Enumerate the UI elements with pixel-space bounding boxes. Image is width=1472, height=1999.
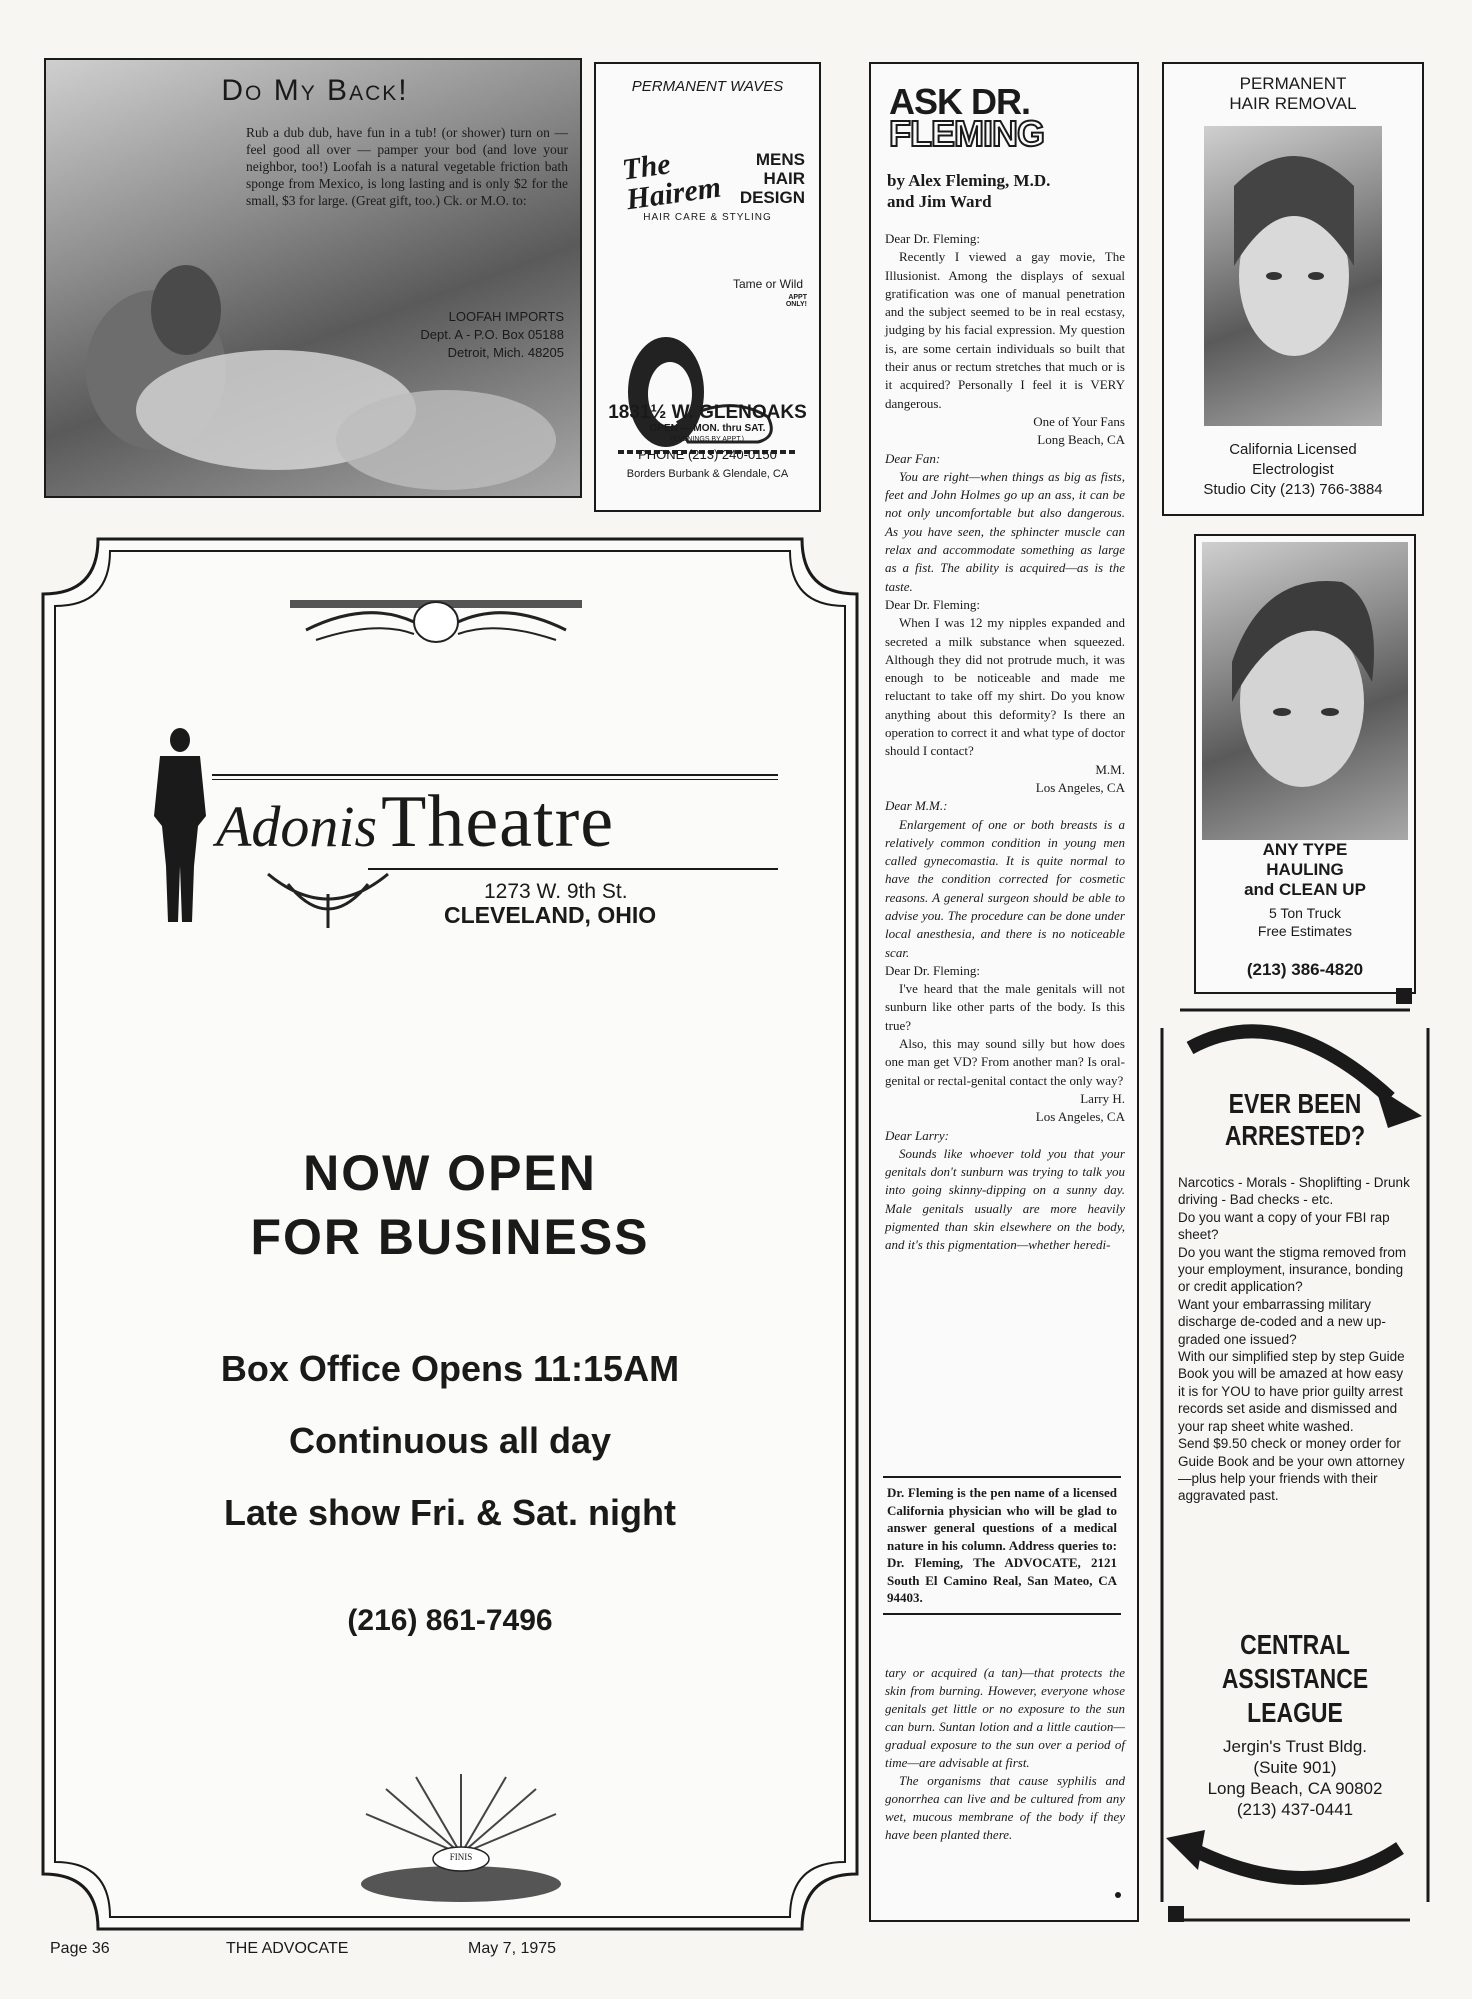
arrested-corner-mark-top [1396,988,1412,1004]
fleming-title-line1: ASK DR. [889,81,1031,122]
arrested-headline1: EVER BEEN [1228,1088,1362,1119]
loofah-body: Rub a dub dub, have fun in a tub! (or shower) turn on — feel good all over — pamper your bod (and love your neighbor, too!) Loofah is a natural vegetable friction bath sponge from Mexico, is long lasting and is only $2 for the small, $3 for large. (Great gift, too.) Ck. or M.O. to: [246,125,568,208]
arrested-headline [1184,1088,1405,1152]
hauling-details [1196,904,1414,940]
hairem-hair: HAIR [763,169,805,188]
adonis-headline2: FOR BUSINESS [250,1209,650,1265]
arrested-p4: Want your embarrassing military discharge de-coded and a new up-graded one issued? [1178,1296,1386,1347]
arrested-org1: CENTRAL [1240,1629,1350,1660]
sunburst-icon [356,1774,566,1904]
q3-body2: Also, this may sound silly but how does one man get VD? From another man? Is oral-genital or rectal-genital contact the only way? [885,1036,1125,1088]
adonis-box-office: Box Office Opens 11:15AM [220,1348,680,1389]
arrested-p1: Narcotics - Morals - Shoplifting - Drunk driving - Bad checks - etc. [1178,1175,1410,1208]
hair-removal-line1: PERMANENT [1239,74,1347,93]
hauling-truck: 5 Ton Truck [1268,905,1342,921]
adonis-title-rule-bottom [368,868,778,870]
arrested-headline2: ARRESTED? [1224,1120,1366,1151]
hair-removal-licensed: California Licensed [1229,441,1357,458]
arrested-ad [1160,1008,1430,1922]
q1-sign1: One of Your Fans [1033,413,1125,429]
arrested-phone: (213) 437-0441 [1236,1800,1354,1819]
ornament-icon [286,590,586,650]
a3-body: Sounds like whoever told you that your genitals don't sunburn was trying to talk you into going skinny-dipping on a sunny day. Male genitals usually are more heavily pigmented than skin elsewhere on the body, and it's this pigmentation—whether heredi- [885,1145,1125,1253]
a1-body: You are right—when things as big as fists, feet and John Holmes go up an ass, it can be not only uncomfortable but also dangerous. As you have seen, the sphincter muscle can relax and accommodate something as large as a fist. The ability is acquired—as is the taste. [885,468,1125,594]
scroll-ornament-icon [258,864,398,934]
adonis-city: CLEVELAND, OHIO [444,902,657,928]
hauling-phone: (213) 386-4820 [1246,960,1364,979]
hairem-ad [594,62,821,512]
hairem-borders: Borders Burbank & Glendale, CA [626,468,789,480]
fleming-byline [887,170,1050,212]
adonis-finis: FINIS [449,1852,473,1862]
hairem-mens: MENS [755,150,805,169]
adonis-phone: (216) 861-7496 [347,1604,553,1637]
hauling-title [1196,840,1414,900]
footer-date: May 7, 1975 [468,1940,557,1957]
arrested-p5: With our simplified step by step Guide Book you will be amazed at how easy it is for YOU to have prior guilty arrest records set aside and dismissed and your rap sheet white washed. [1178,1349,1405,1434]
hauling-photo [1202,542,1408,840]
arrested-corner-mark-bottom [1168,1906,1184,1922]
loofah-company: LOOFAH IMPORTS [448,309,564,324]
hair-removal-studio: Studio City (213) 766-3884 [1203,481,1383,498]
footer-publication: THE ADVOCATE [226,1940,349,1957]
footer [0,1940,1472,1964]
q1-salutation: Dear Dr. Fleming: [885,231,980,246]
arrested-org3: LEAGUE [1247,1697,1343,1728]
adonis-ad [38,534,862,1934]
a3-salutation: Dear Larry: [885,1127,949,1143]
portrait-illustration [1202,542,1408,840]
statue-icon [140,726,220,926]
hairem-services [740,150,805,207]
hair-removal-ad [1162,62,1424,516]
fleming-note-box: Dr. Fleming is the pen name of a licensed California physician who will be glad to answer general questions of a medical nature in his column. Address queries to: Dr. Fleming, The ADVOCATE, 2121 South El Camino Real, San Mateo, CA 94403. [883,1476,1121,1615]
fleming-column [869,62,1139,1922]
adonis-headline1: NOW OPEN [303,1145,597,1201]
hair-removal-line2: HAIR REMOVAL [1229,94,1357,113]
q3-sign2: Los Angeles, CA [1035,1109,1125,1125]
adonis-late-show: Late show Fri. & Sat. night [223,1492,677,1533]
arrested-body [1178,1174,1412,1505]
q3-body1: I've heard that the male genitals will not sunburn like other parts of the body. Is this true? [885,981,1125,1033]
q2-body: When I was 12 my nipples expanded and secreted a milk substance when squeezed. Although they did not protrude much, it was enough to be noticeable and made me reluctant to take off my shirt. Do you know anything about this deformity? Is there an operation to correct it and what type of doctor should I contact? [885,615,1125,759]
arrested-suite: (Suite 901) [1253,1758,1337,1777]
arrested-p6: Send $9.50 check or money order for Guide Book and be your own attorney—plus help your friends with their aggravated past. [1178,1436,1405,1504]
adonis-script: Adonis [216,794,378,859]
adonis-address: 1273 W. 9th St. [484,880,628,903]
q2-sign2: Los Angeles, CA [1035,779,1125,795]
electrologist-photo [1204,126,1382,426]
q2-sign1: M.M. [1095,761,1125,777]
loofah-dept: Dept. A - P.O. Box 05188 [420,327,564,342]
a2-body: Enlargement of one or both breasts is a relatively common condition in young men called gynecomastia. It is quite normal to have the condition corrected for cosmetic reasons. A general surgeon should be able to advise you. The procedure can be done under local anesthesia, and there is no noticeable scar. [885,816,1125,960]
a2-salutation: Dear M.M.: [885,798,948,814]
hairem-design: DESIGN [739,188,805,207]
hair-removal-info [1164,440,1422,500]
hairem-subtitle: HAIR CARE & STYLING [643,212,772,223]
hairem-address: 1831½ W. GLENOAKS [608,402,807,423]
q1-body: Recently I viewed a gay movie, The Illusionist. Among the displays of sexual gratification was one of manual penetration and the subject seemed to be in real ecstasy, judging by his facial expression. My question is, are some certain individuals so built that their anus or rectum stretches that much or is it acquired? Personally I feel it is VERY dangerous. [885,249,1125,411]
hauling-estimates: Free Estimates [1257,923,1353,939]
hair-removal-electrologist: Electrologist [1252,461,1334,478]
hairem-hours: OPEN — MON. thru SAT. [649,423,766,434]
hauling-line3: and CLEAN UP [1244,880,1366,899]
hairem-logo: The Hairem [620,147,723,217]
q2-salutation: Dear Dr. Fleming: [885,596,980,612]
fleming-byline2: and Jim Ward [887,192,992,211]
arrested-building: Jergin's Trust Bldg. [1222,1737,1368,1756]
arrested-org [1184,1628,1405,1730]
arrested-p3: Do you want the stigma removed from your employment, insurance, bonding or credit application? [1178,1244,1407,1295]
loofah-ad [44,58,582,498]
adonis-theatre: Theatre [381,781,615,863]
adonis-title [216,780,786,865]
loofah-title: Do My Back! [221,74,409,107]
hairem-tame: Tame or Wild [732,277,803,291]
end-mark-icon [1115,1892,1121,1898]
a1-salutation: Dear Fan: [885,450,941,466]
arrested-city: Long Beach, CA 90802 [1207,1779,1383,1798]
hairem-phone: PHONE (213) 240-0150 [638,447,777,462]
hairem-appt: APPT ONLY! [785,294,807,308]
a3-cont2: The organisms that cause syphilis and gonorrhea can live and be cultured from any wet, mucous membrane of the body if they have been planted there. [885,1773,1125,1842]
arrested-contact [1160,1736,1430,1820]
fleming-title-line2: FLEMING [889,113,1044,154]
fleming-continued [885,1664,1125,1844]
fleming-body [885,230,1125,1255]
fleming-title [889,81,1044,154]
face-illustration [1204,126,1382,426]
loofah-city: Detroit, Mich. 48205 [447,345,564,360]
fleming-byline1: by Alex Fleming, M.D. [887,171,1051,190]
q1-sign2: Long Beach, CA [1037,432,1125,448]
adonis-continuous: Continuous all day [288,1420,611,1461]
hauling-line1: ANY TYPE [1262,840,1348,859]
hairem-evenings: (EVENINGS BY APPT.) [670,436,744,443]
footer-page: Page 36 [50,1940,110,1957]
hairem-header: PERMANENT WAVES [631,78,784,95]
q3-sign1: Larry H. [1080,1090,1125,1106]
loofah-address [420,308,564,362]
arrested-p2: Do you want a copy of your FBI rap sheet? [1178,1209,1390,1243]
q3-salutation: Dear Dr. Fleming: [885,962,980,978]
arrested-org2: ASSISTANCE [1221,1663,1369,1694]
a3-cont1: tary or acquired (a tan)—that protects the skin from burning. However, everyone whose genitals get little or no exposure to the sun can burn. Suntan lotion and a little caution—gradual exposure to the sun over a period of time—are advisable at first. [885,1665,1125,1770]
hauling-ad [1194,534,1416,994]
hauling-line2: HAULING [1266,860,1344,879]
hair-removal-title [1164,74,1422,114]
